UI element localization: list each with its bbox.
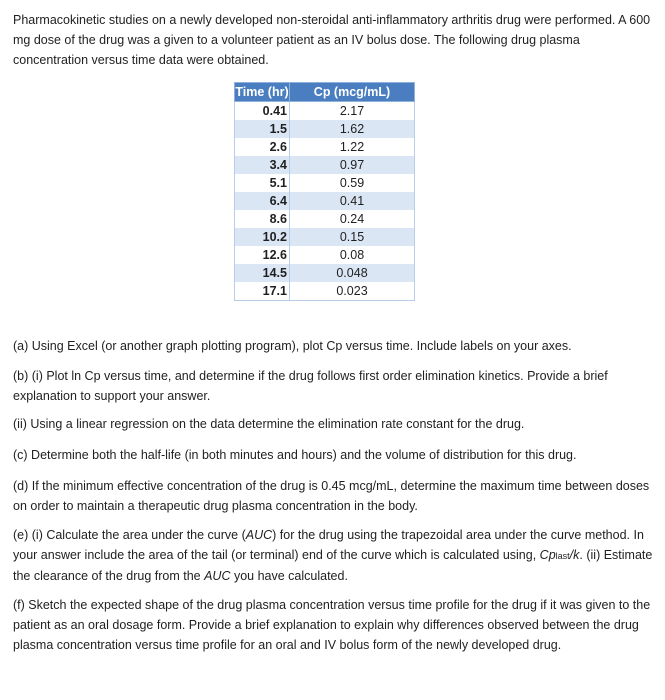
table-row — [235, 264, 415, 282]
header-time: Time (hr) — [235, 83, 290, 102]
question-e-text-2: ) for the drug using the trapezoidal area under the curve method. In your answer include the area of the tail (or terminal) end of the curve which is calculated using, — [13, 528, 644, 562]
concentration-table — [234, 82, 415, 301]
time-cell: 17.1 — [235, 282, 290, 301]
time-cell: 2.6 — [235, 138, 290, 156]
time-cell: 10.2 — [235, 228, 290, 246]
table-row — [235, 192, 415, 210]
table-row — [235, 210, 415, 228]
question-a: (a) Using Excel (or another graph plotting program), plot Cp versus time. Include labels on your axes. — [13, 339, 572, 353]
time-cell: 1.5 — [235, 120, 290, 138]
question-e-text-1: (e) (i) Calculate the area under the curve ( — [13, 528, 246, 542]
time-cell: 0.41 — [235, 102, 290, 121]
table-row — [235, 174, 415, 192]
time-cell: 6.4 — [235, 192, 290, 210]
intro-paragraph: Pharmacokinetic studies on a newly developed non-steroidal anti-inflammatory arthritis drug were performed. A 600 mg dose of the drug was a given to a volunteer patient as an IV bolus dose. The following drug plasma concentration versus time data were obtained. — [13, 13, 651, 67]
question-e-text-4: you have calculated. — [230, 569, 348, 583]
cp-cell: 0.048 — [290, 264, 415, 282]
question-b-ii: (ii) Using a linear regression on the data determine the elimination rate constant for the drug. — [13, 417, 525, 431]
question-e — [13, 525, 658, 586]
table-row — [235, 228, 415, 246]
cp-cell: 1.22 — [290, 138, 415, 156]
cp-cell: 2.17 — [290, 102, 415, 121]
question-f: (f) Sketch the expected shape of the drug plasma concentration versus time profile for the drug if it was given to the patient as an oral dosage form. Provide a brief explanation to explain why differences observed between the drug plasma concentration versus time profile for an oral and IV bolus form of the newly developed drug. — [13, 598, 651, 652]
table-row — [235, 156, 415, 174]
auc-term: AUC — [245, 528, 273, 542]
cp-cell: 0.41 — [290, 192, 415, 210]
table-header-row — [235, 83, 415, 102]
table-row — [235, 120, 415, 138]
time-cell: 5.1 — [235, 174, 290, 192]
auc-term-2: AUC — [204, 569, 231, 583]
table-row — [235, 246, 415, 264]
time-cell: 3.4 — [235, 156, 290, 174]
time-cell: 12.6 — [235, 246, 290, 264]
table-row — [235, 282, 415, 301]
question-b-i: (b) (i) Plot ln Cp versus time, and determine if the drug follows first order elimination kinetics. Provide a brief explanation to support your answer. — [13, 369, 608, 403]
header-cp: Cp (mcg/mL) — [290, 83, 415, 102]
question-e-text-3: . (ii) Estimate the clearance of the drug from the — [13, 548, 653, 583]
question-c: (c) Determine both the half-life (in both minutes and hours) and the volume of distribution for this drug. — [13, 448, 577, 462]
cp-term: Cp — [539, 548, 556, 562]
cp-cell: 0.24 — [290, 210, 415, 228]
table-row — [235, 102, 415, 121]
cp-last-subscript: last — [555, 551, 570, 561]
cp-cell: 0.08 — [290, 246, 415, 264]
question-d: (d) If the minimum effective concentration of the drug is 0.45 mcg/mL, determine the maximum time between doses on order to maintain a therapeutic drug plasma concentration in the body. — [13, 479, 650, 513]
cp-cell: 0.59 — [290, 174, 415, 192]
time-cell: 8.6 — [235, 210, 290, 228]
cp-cell: 0.023 — [290, 282, 415, 301]
cp-cell: 0.97 — [290, 156, 415, 174]
k-term: /k — [569, 548, 580, 562]
table-row — [235, 138, 415, 156]
cp-cell: 1.62 — [290, 120, 415, 138]
time-cell: 14.5 — [235, 264, 290, 282]
cp-cell: 0.15 — [290, 228, 415, 246]
